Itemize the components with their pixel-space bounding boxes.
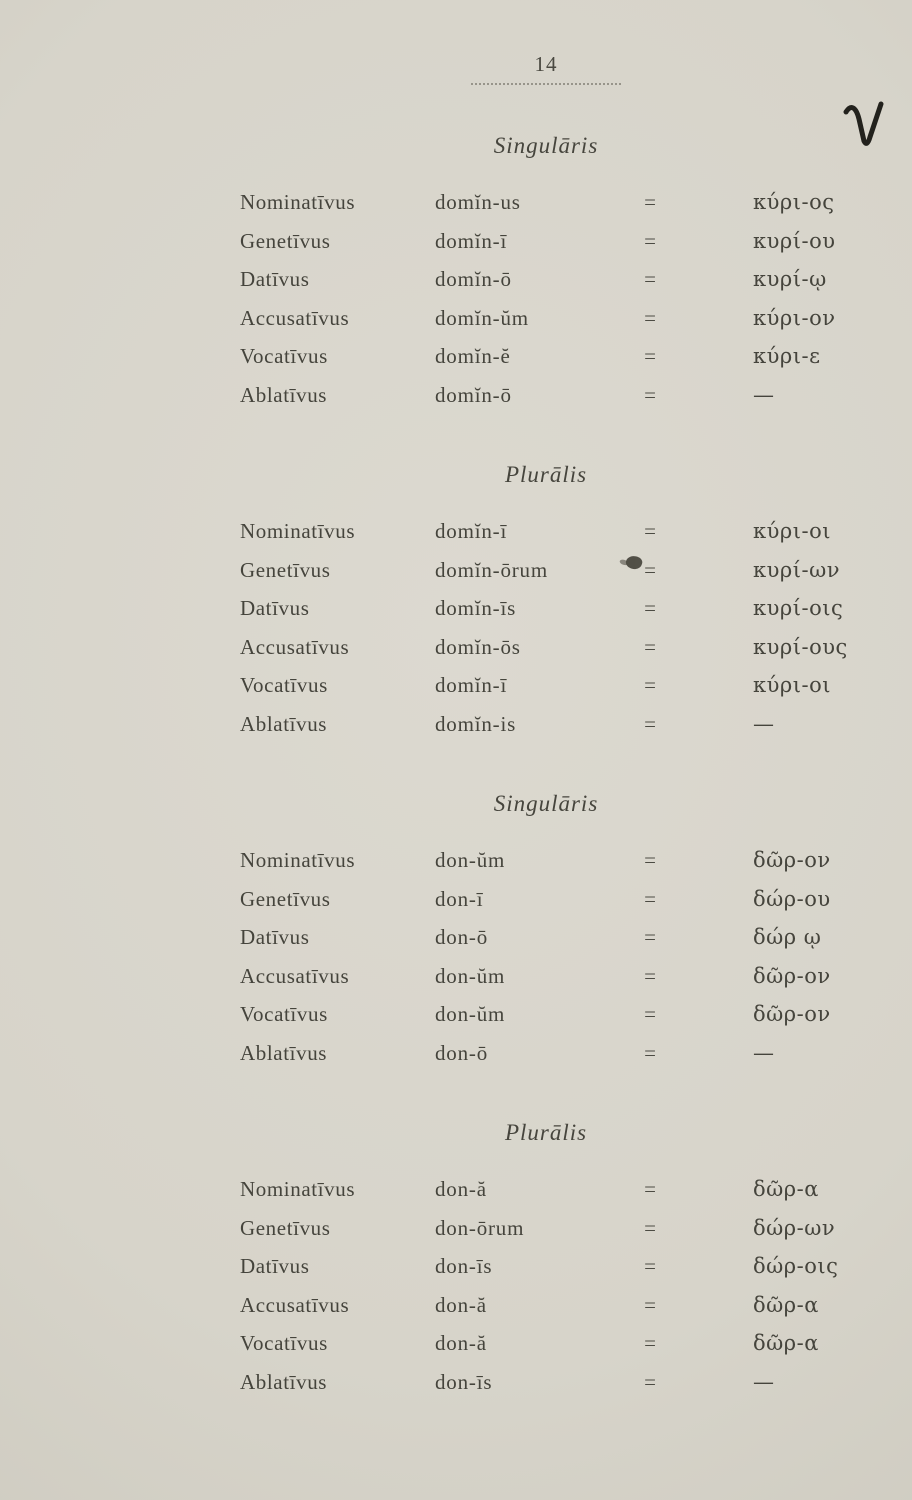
latin-form: domĭn-ō: [435, 267, 512, 291]
latin-form: domĭn-ī: [435, 228, 508, 253]
case-label: Accusatīvus: [240, 634, 350, 659]
greek-form: δῶρ-α: [753, 1292, 819, 1317]
equals-sign: =: [644, 596, 656, 620]
greek-form: κυρί-ους: [753, 634, 848, 659]
case-label: Accusatīvus: [240, 305, 350, 330]
equals-sign: =: [644, 925, 656, 949]
case-label: Datīvus: [240, 267, 310, 291]
case-label: Genetīvus: [240, 228, 331, 253]
page-number: 14: [471, 52, 621, 85]
section-heading: Plurālis: [504, 462, 588, 487]
greek-form: —: [753, 1040, 775, 1065]
latin-form: don-ōrum: [435, 1215, 525, 1240]
greek-form: κυρί-ῳ: [753, 267, 827, 291]
case-label: Datīvus: [240, 925, 310, 949]
declension-table: [240, 512, 852, 743]
equals-sign: =: [644, 1177, 656, 1201]
greek-form: κυρί-ου: [753, 228, 836, 253]
equals-sign: =: [644, 1331, 656, 1355]
table-row: [240, 995, 852, 1034]
case-label: Ablatīvus: [240, 382, 328, 407]
case-label: Nominatīvus: [240, 190, 356, 214]
case-label: Ablatīvus: [240, 1040, 328, 1065]
greek-form: δώρ-ου: [753, 886, 831, 911]
case-label: Accusatīvus: [240, 963, 350, 988]
table-row: [240, 1170, 852, 1209]
table-row: [240, 1363, 852, 1402]
greek-form: δῶρ-ον: [753, 963, 831, 988]
greek-form: δώρ ῳ: [753, 925, 822, 949]
case-label: Ablatīvus: [240, 711, 328, 736]
page-content: [240, 52, 852, 1401]
greek-form: δώρ-ων: [753, 1215, 836, 1240]
table-row: [240, 512, 852, 551]
greek-form: —: [753, 1369, 775, 1394]
case-label: Genetīvus: [240, 557, 331, 582]
latin-form: don-ă: [435, 1331, 487, 1355]
latin-form: don-ŭm: [435, 1002, 506, 1026]
greek-form: κύρι-οι: [753, 519, 831, 543]
table-row: [240, 1286, 852, 1325]
table-row: [240, 1247, 852, 1286]
equals-sign: =: [644, 305, 656, 330]
equals-sign: =: [644, 1292, 656, 1317]
table-row: [240, 1034, 852, 1073]
case-label: Vocatīvus: [240, 1331, 328, 1355]
equals-sign: =: [644, 1369, 656, 1394]
declension-section-pluralis-dominus: [240, 462, 852, 743]
case-label: Nominatīvus: [240, 848, 356, 872]
table-row: [240, 1324, 852, 1363]
section-heading: Singulāris: [493, 791, 599, 816]
table-row: [240, 880, 852, 919]
table-row: [240, 260, 852, 299]
latin-form: domĭn-ī: [435, 519, 508, 543]
latin-form: don-ī: [435, 886, 484, 911]
greek-form: δῶρ-α: [753, 1331, 819, 1355]
case-label: Genetīvus: [240, 886, 331, 911]
case-label: Vocatīvus: [240, 344, 328, 368]
equals-sign: =: [644, 557, 656, 582]
equals-sign: =: [644, 711, 656, 736]
case-label: Accusatīvus: [240, 1292, 350, 1317]
greek-form: κύρι-ος: [753, 190, 835, 214]
declension-table: [240, 1170, 852, 1401]
greek-form: κύρι-ον: [753, 305, 836, 330]
equals-sign: =: [644, 1002, 656, 1026]
handwritten-check-icon: [842, 100, 888, 155]
table-row: [240, 628, 852, 667]
declension-table: [240, 841, 852, 1072]
table-row: [240, 705, 852, 744]
greek-form: κυρί-οις: [753, 596, 844, 620]
table-row: [240, 841, 852, 880]
equals-sign: =: [644, 519, 656, 543]
declension-section-singularis-donum: [240, 791, 852, 1072]
table-row: [240, 589, 852, 628]
case-label: Datīvus: [240, 596, 310, 620]
latin-form: domĭn-ĕ: [435, 344, 511, 368]
equals-sign: =: [644, 963, 656, 988]
latin-form: don-īs: [435, 1254, 493, 1278]
equals-sign: =: [644, 634, 656, 659]
greek-form: κύρι-ε: [753, 344, 821, 368]
latin-form: domĭn-ō: [435, 382, 512, 407]
latin-form: domĭn-us: [435, 190, 521, 214]
table-row: [240, 666, 852, 705]
greek-form: δῶρ-ον: [753, 848, 831, 872]
latin-form: don-ŭm: [435, 963, 506, 988]
latin-form: domĭn-ōrum: [435, 557, 548, 582]
latin-form: don-īs: [435, 1369, 493, 1394]
latin-form: don-ă: [435, 1177, 487, 1201]
equals-sign: =: [644, 1254, 656, 1278]
case-label: Nominatīvus: [240, 519, 356, 543]
latin-form: domĭn-ŭm: [435, 305, 529, 330]
greek-form: —: [753, 711, 775, 736]
greek-form: δώρ-οις: [753, 1254, 839, 1278]
latin-form: domĭn-is: [435, 711, 517, 736]
table-row: [240, 183, 852, 222]
equals-sign: =: [644, 228, 656, 253]
case-label: Genetīvus: [240, 1215, 331, 1240]
table-row: [240, 222, 852, 261]
equals-sign: =: [644, 886, 656, 911]
latin-form: don-ă: [435, 1292, 487, 1317]
latin-form: domĭn-īs: [435, 596, 517, 620]
case-label: Vocatīvus: [240, 673, 328, 697]
declension-section-singularis-dominus: [240, 133, 852, 414]
case-label: Nominatīvus: [240, 1177, 356, 1201]
latin-form: don-ō: [435, 925, 488, 949]
equals-sign: =: [644, 848, 656, 872]
case-label: Vocatīvus: [240, 1002, 328, 1026]
table-row: [240, 376, 852, 415]
table-row: [240, 1209, 852, 1248]
latin-form: don-ŭm: [435, 848, 506, 872]
equals-sign: =: [644, 1215, 656, 1240]
declension-table: [240, 183, 852, 414]
greek-form: —: [753, 382, 775, 407]
equals-sign: =: [644, 382, 656, 407]
equals-sign: =: [644, 190, 656, 214]
equals-sign: =: [644, 267, 656, 291]
section-heading: Plurālis: [504, 1120, 588, 1145]
section-heading: Singulāris: [493, 133, 599, 158]
table-row: [240, 918, 852, 957]
table-row: [240, 299, 852, 338]
greek-form: κυρί-ων: [753, 557, 840, 582]
equals-sign: =: [644, 344, 656, 368]
table-row: [240, 337, 852, 376]
table-row: [240, 551, 852, 590]
latin-form: don-ō: [435, 1040, 488, 1065]
case-label: Datīvus: [240, 1254, 310, 1278]
declension-section-pluralis-donum: [240, 1120, 852, 1401]
equals-sign: =: [644, 673, 656, 697]
greek-form: κύρι-οι: [753, 673, 831, 697]
equals-sign: =: [644, 1040, 656, 1065]
greek-form: δῶρ-α: [753, 1177, 819, 1201]
case-label: Ablatīvus: [240, 1369, 328, 1394]
latin-form: domĭn-ī: [435, 673, 508, 697]
greek-form: δῶρ-ον: [753, 1002, 831, 1026]
latin-form: domĭn-ōs: [435, 634, 521, 659]
table-row: [240, 957, 852, 996]
